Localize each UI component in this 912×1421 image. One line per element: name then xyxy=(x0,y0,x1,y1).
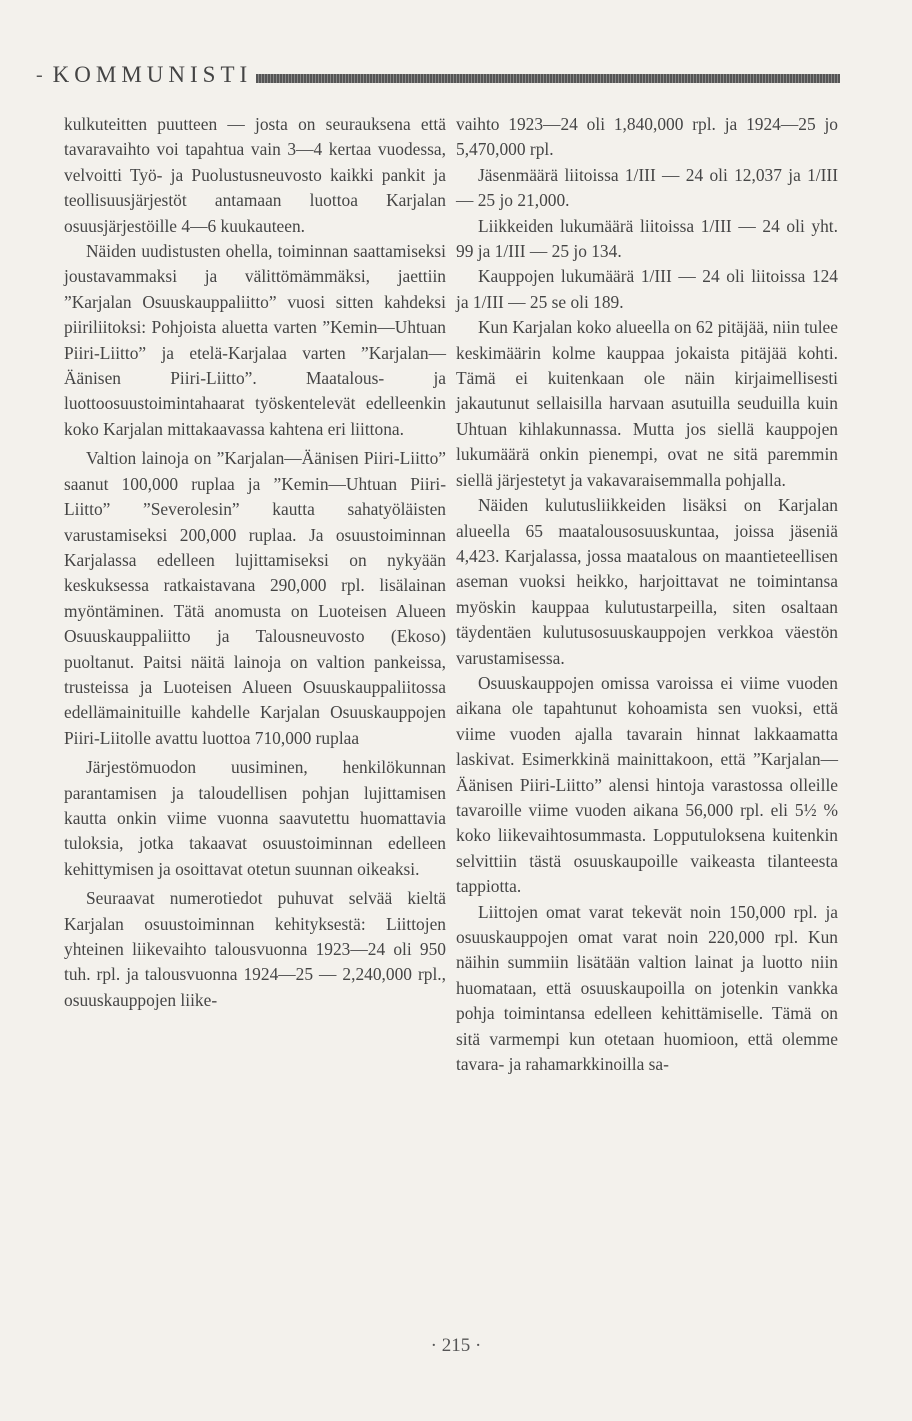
paragraph: Seuraavat numerotiedot puhuvat selvää kieltä Karjalan osuustoiminnan kehityksestä: Liittojen yhteinen liikevaihto talousvuonna 1923—24 oli 950 tuh. rpl. ja talousvuonna 1924—25 — 2,240,000 rpl., osuuskauppojen liike- xyxy=(64,888,446,1010)
paragraph: Jäsenmäärä liitoissa 1/III — 24 oli 12,037 ja 1/III — 25 jo 21,000. xyxy=(456,164,838,211)
paragraph: Kauppojen lukumäärä 1/III — 24 oli liitoissa 124 ja 1/III — 25 se oli 189. xyxy=(456,266,838,312)
header-dash: - xyxy=(36,63,43,86)
paragraph: Valtion lainoja on ”Karjalan—Äänisen Piiri-Liitto” saanut 100,000 ruplaa ja ”Kemin—Uhtuan Piiri-Liitto” ”Severolesin” kautta sahatyöläisten varustamiseksi 200,000 ruplaa. Ja osuustoiminnan Karjalassa edelleen lujittamiseksi on nykyään keskuksessa ratkaistavana 290,000 rpl. lisälainan myöntäminen. Tätä anomusta on Luoteisen Alueen Osuuskauppaliitto ja Talousneuvosto (Ekoso) puoltanut. Paitsi näitä lainoja on valtion pankeissa, trusteissa ja Luoteisen Alueen Osuuskauppaliitossa edellämainituille kahdelle Karjalan Osuuskauppojen Piiri-Liitolle avattu luottoa 710,000 ruplaa xyxy=(64,448,446,748)
paragraph: Näiden uudistusten ohella, toiminnan saattamiseksi joustavammaksi ja välittömämmäksi, jaettiin ”Karjalan Osuuskauppaliitto” vuosi sitten kahdeksi piiriliitoksi: Pohjoista aluetta varten ”Kemin—Uhtuan Piiri-Liitto” ja etelä-Karjalaa varten ”Karjalan—Äänisen Piiri-Liitto”. Maatalous- ja luottoosuustoimintahaarat työskentelevät edelleenkin koko Karjalan mittakaavassa kahtena eri liittona. xyxy=(64,241,446,439)
paragraph: Liikkeiden lukumäärä liitoissa 1/III — 24 oli yht. 99 ja 1/III — 25 jo 134. xyxy=(456,215,838,262)
paragraph: Osuuskauppojen omissa varoissa ei viime vuoden aikana ole tapahtunut kohoamista sen vuoksi, että viime vuoden ajalla tavarain hinnat lakkaamatta laskivat. Esimerkkinä mainittakoon, että ”Karjalan—Äänisen Piiri-Liitto” alensi hintoja varastossa olleille tavaroille viime vuoden aikana 56,000 rpl. eli 5½ % koko liikevaihtosummasta. Lopputuloksena kuitenkin selvittiin tästä osuuskaupoille vaikeasta tilanteesta tappiotta. xyxy=(456,672,838,897)
right-column xyxy=(456,112,838,1077)
journal-title: KOMMUNISTI xyxy=(52,62,253,87)
paragraph: vaihto 1923—24 oli 1,840,000 rpl. ja 1924—25 jo 5,470,000 rpl. xyxy=(456,114,838,160)
left-column xyxy=(64,112,446,1013)
header-rule xyxy=(256,74,840,83)
paragraph: Järjestömuodon uusiminen, henkilökunnan parantamisen ja taloudellisen pohjan lujittamisen kautta onkin viime vuonna saavutettu huomattavia tuloksia, jotka takaavat osuustoiminnan edelleen kehittymisen ja osoittavat otetun suunnan oikeaksi. xyxy=(64,757,446,879)
paragraph: Kun Karjalan koko alueella on 62 pitäjää, niin tulee keskimäärin kolme kauppaa jokaista pitäjää kohti. Tämä ei kuitenkaan ole näin kirjaimellisesti jakautunut sellaisilla harvaan asutuilla seuduilla kuin Uhtuan kihlakunnassa. Mutta jos siellä kauppojen lukumäärä onkin pienempi, ovat ne sitä paremmin siellä järjestetyt ja vakavaraisemmalla pohjalla. xyxy=(456,317,838,490)
paragraph: Näiden kulutusliikkeiden lisäksi on Karjalan alueella 65 maatalousosuuskuntaa, joissa jäseniä 4,423. Karjalassa, jossa maatalous on maantieteellisen aseman vuoksi heikko, harjoittavat ne toimintansa myöskin kauppaa kulutustarpeilla, siten osaltaan täydentäen kulutusosuuskauppojen verkkoa väestön varustamisessa. xyxy=(456,495,838,668)
page-number: · 215 · xyxy=(430,1335,482,1356)
paragraph: kulkuteitten puutteen — josta on seurauksena että tavaravaihto voi tapahtua vain 3—4 kertaa vuodessa, velvoitti Työ- ja Puolustusneuvosto kaikki pankit ja teollisuusjärjestöt antamaan luottoa Karjalan osuusjärjestöille 4—6 kuukauteen. xyxy=(64,114,446,236)
running-header xyxy=(36,58,840,92)
paragraph: Liittojen omat varat tekevät noin 150,000 rpl. ja osuuskauppojen omat varat noin 220,000 rpl. Kun näihin summiin lisätään valtion lainat ja luotto niin huomataan, että osuuskaupoilla on jotenkin vankka pohja toimintansa edelleen kehittämiselle. Tämä on sitä varmempi kun otetaan huomioon, että olemme tavara- ja rahamarkkinoilla sa- xyxy=(456,901,838,1075)
